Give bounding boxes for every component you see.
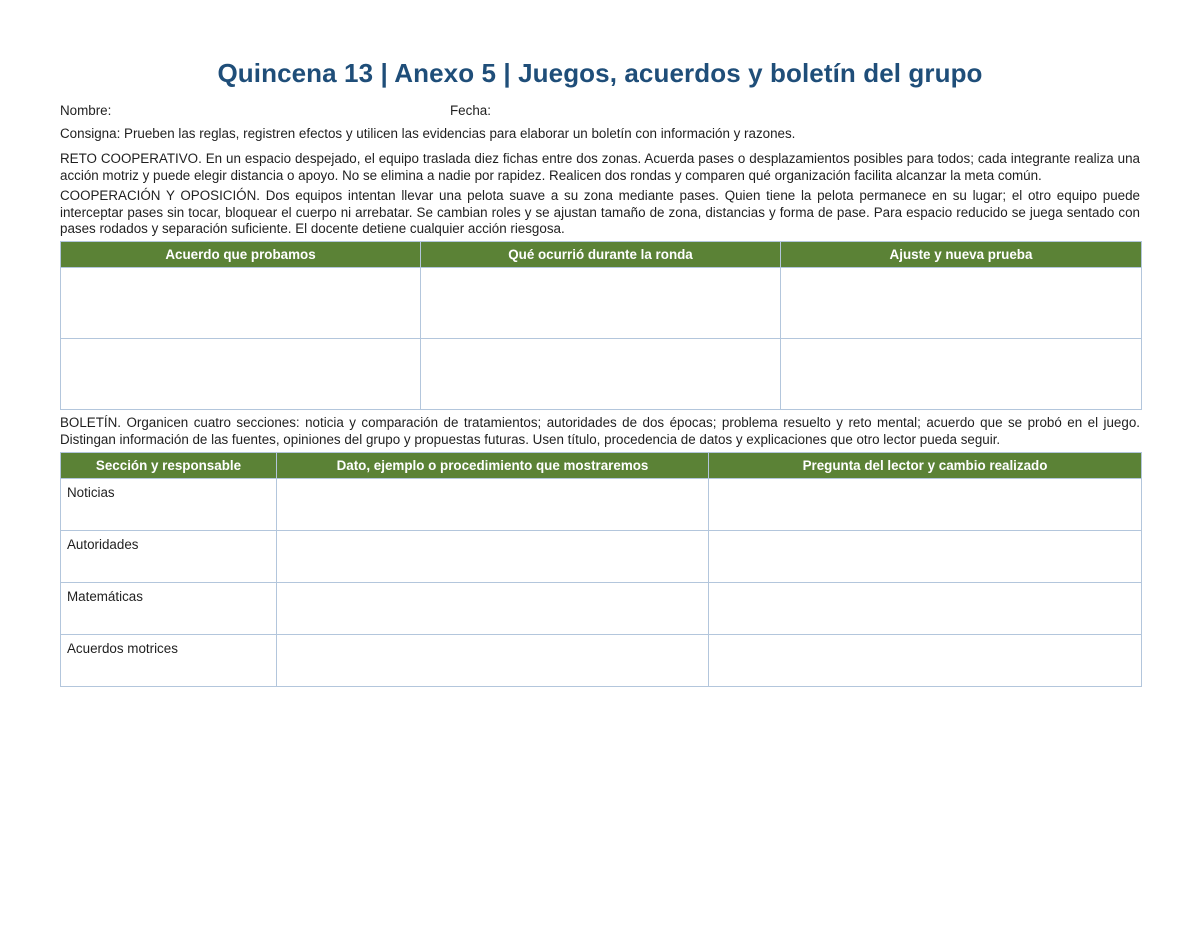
ajuste-cell[interactable] <box>781 268 1142 339</box>
acuerdo-cell[interactable] <box>61 339 421 410</box>
boletin-table <box>60 452 1142 687</box>
cooperacion-oposicion-text: COOPERACIÓN Y OPOSICIÓN. Dos equipos intentan llevar una pelota suave a su zona mediante pases. Quien tiene la pelota permanece en su lugar; el otro equipo puede interceptar pases sin tocar, bloquear el cuerpo ni arrebatar. Se cambian roles y se ajustan tamaño de zona, distancias y forma de pase. Para espacio reducido se juega sentado con pases rodados y separación suficiente. El docente detiene cualquier acción riesgosa. <box>60 188 1140 237</box>
table-row <box>61 583 1142 635</box>
pregunta-cell[interactable] <box>709 479 1142 531</box>
col-header-acuerdo: Acuerdo que probamos <box>61 242 421 268</box>
acuerdos-header-row <box>61 242 1142 268</box>
dato-cell[interactable] <box>277 479 709 531</box>
dato-cell[interactable] <box>277 635 709 687</box>
col-header-ajuste: Ajuste y nueva prueba <box>781 242 1142 268</box>
fecha-label: Fecha: <box>450 103 491 118</box>
table-row <box>61 479 1142 531</box>
boletin-header-row <box>61 453 1142 479</box>
col-header-que-ocurrio: Qué ocurrió durante la ronda <box>421 242 781 268</box>
section-label-matematicas: Matemáticas <box>61 583 277 635</box>
acuerdo-cell[interactable] <box>61 268 421 339</box>
col-header-seccion: Sección y responsable <box>61 453 277 479</box>
table-row <box>61 635 1142 687</box>
col-header-pregunta: Pregunta del lector y cambio realizado <box>709 453 1142 479</box>
pregunta-cell[interactable] <box>709 531 1142 583</box>
acuerdos-table <box>60 241 1142 410</box>
ajuste-cell[interactable] <box>781 339 1142 410</box>
reto-cooperativo-text: RETO COOPERATIVO. En un espacio despejado, el equipo traslada diez fichas entre dos zonas. Acuerda pases o desplazamientos posibles para todos; cada integrante realiza una acción motriz y puede elegir distancia o apoyo. No se elimina a nadie por rapidez. Realicen dos rondas y comparen qué organización facilita alcanzar la meta común. <box>60 151 1140 183</box>
section-label-autoridades: Autoridades <box>61 531 277 583</box>
dato-cell[interactable] <box>277 583 709 635</box>
name-date-row <box>60 103 1140 120</box>
nombre-label: Nombre: <box>60 103 112 118</box>
que-ocurrio-cell[interactable] <box>421 268 781 339</box>
dato-cell[interactable] <box>277 531 709 583</box>
consigna-text: Consigna: Prueben las reglas, registren efectos y utilicen las evidencias para elaborar un boletín con información y razones. <box>60 126 796 141</box>
table-row <box>61 268 1142 339</box>
pregunta-cell[interactable] <box>709 635 1142 687</box>
section-label-noticias: Noticias <box>61 479 277 531</box>
table-row <box>61 531 1142 583</box>
table-row <box>61 339 1142 410</box>
section-label-acuerdos-motrices: Acuerdos motrices <box>61 635 277 687</box>
page-title: Quincena 13 | Anexo 5 | Juegos, acuerdos y boletín del grupo <box>217 58 983 88</box>
col-header-dato: Dato, ejemplo o procedimiento que mostraremos <box>277 453 709 479</box>
boletin-text: BOLETÍN. Organicen cuatro secciones: noticia y comparación de tratamientos; autoridades de dos épocas; problema resuelto y reto mental; acuerdo que se probó en el juego. Distingan información de las fuentes, opiniones del grupo y propuestas futuras. Usen título, procedencia de datos y explicaciones que otro lector pueda seguir. <box>60 415 1140 447</box>
pregunta-cell[interactable] <box>709 583 1142 635</box>
que-ocurrio-cell[interactable] <box>421 339 781 410</box>
